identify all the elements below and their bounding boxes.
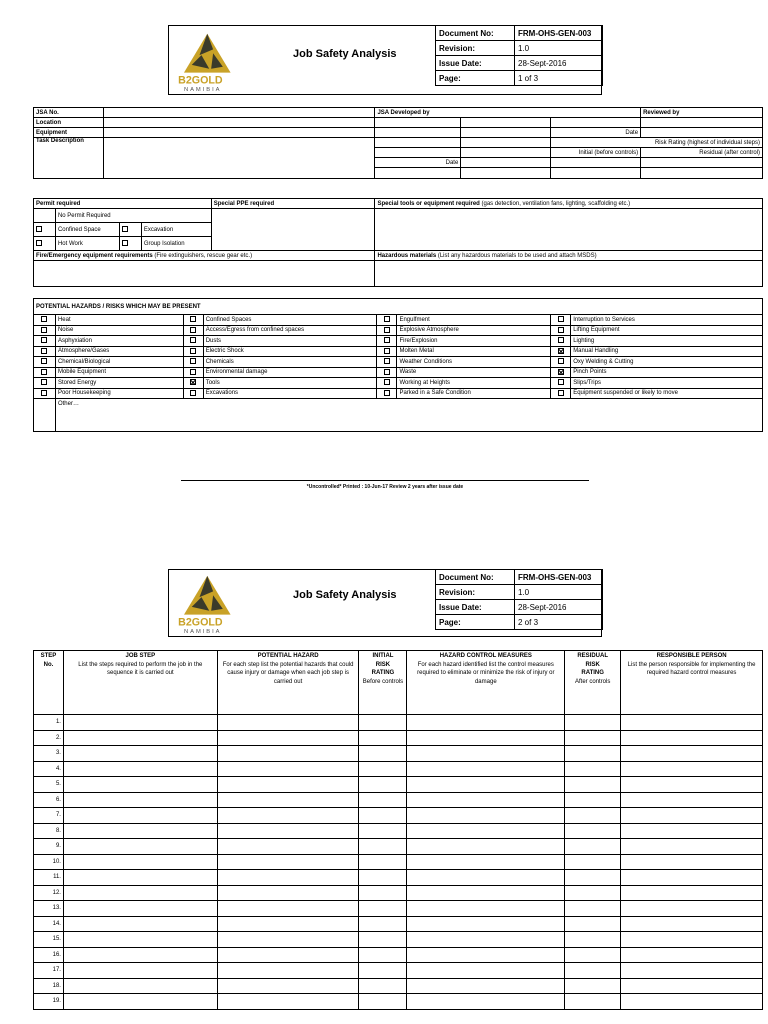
step-cell[interactable] xyxy=(63,777,217,793)
hazard-label: Asphyxiation xyxy=(55,336,183,347)
step-row xyxy=(34,730,763,746)
step-cell[interactable] xyxy=(407,761,565,777)
step-number: 2. xyxy=(34,730,64,746)
step-cell[interactable] xyxy=(217,994,359,1010)
step-cell[interactable] xyxy=(565,947,621,963)
step-cell[interactable] xyxy=(565,994,621,1010)
step-cell[interactable] xyxy=(359,870,407,886)
step-cell[interactable] xyxy=(565,978,621,994)
hazard-checkbox[interactable] xyxy=(384,348,390,354)
hazard-checkbox[interactable] xyxy=(384,316,390,322)
step-cell[interactable] xyxy=(63,839,217,855)
hazard-checkbox[interactable] xyxy=(41,358,47,364)
step-row xyxy=(34,885,763,901)
svg-text:B2GOLD: B2GOLD xyxy=(178,616,223,629)
hazard-label: Access/Egress from confined spaces xyxy=(203,325,377,336)
step-row xyxy=(34,994,763,1010)
hazard-checkbox[interactable] xyxy=(558,316,564,322)
step-row xyxy=(34,823,763,839)
step-cell[interactable] xyxy=(359,963,407,979)
step-cell[interactable] xyxy=(217,823,359,839)
step-cell[interactable] xyxy=(63,808,217,824)
step-cell[interactable] xyxy=(217,870,359,886)
step-cell[interactable] xyxy=(565,963,621,979)
step-row xyxy=(34,932,763,948)
hazard-label: Lighting xyxy=(571,336,763,347)
step-cell[interactable] xyxy=(621,839,763,855)
step-cell[interactable] xyxy=(359,777,407,793)
hazard-row xyxy=(34,325,763,336)
hazard-row xyxy=(34,388,763,399)
step-cell[interactable] xyxy=(565,746,621,762)
step-number: 12. xyxy=(34,885,64,901)
step-row xyxy=(34,761,763,777)
step-number: 16. xyxy=(34,947,64,963)
step-number: 9. xyxy=(34,839,64,855)
step-row xyxy=(34,792,763,808)
step-row xyxy=(34,978,763,994)
hazard-row xyxy=(34,367,763,378)
step-cell[interactable] xyxy=(63,761,217,777)
hazard-label: Poor Housekeeping xyxy=(55,388,183,399)
jsa-no-field[interactable] xyxy=(103,108,374,118)
page2-header xyxy=(168,569,602,637)
svg-text:NAMIBIA: NAMIBIA xyxy=(184,629,222,636)
step-cell[interactable] xyxy=(565,823,621,839)
step-cell[interactable] xyxy=(565,777,621,793)
step-cell[interactable] xyxy=(565,730,621,746)
hazard-checkbox[interactable] xyxy=(41,337,47,343)
step-cell[interactable] xyxy=(565,901,621,917)
hazard-checkbox[interactable] xyxy=(384,369,390,375)
hazard-checkbox[interactable] xyxy=(190,379,196,385)
step-cell[interactable] xyxy=(621,870,763,886)
page1-header xyxy=(168,25,602,95)
step-cell[interactable] xyxy=(217,916,359,932)
hazard-checkbox[interactable] xyxy=(190,369,196,375)
step-cell[interactable] xyxy=(63,730,217,746)
step-number: 1. xyxy=(34,715,64,731)
step-cell[interactable] xyxy=(621,916,763,932)
step-cell[interactable] xyxy=(621,808,763,824)
step-cell[interactable] xyxy=(217,947,359,963)
step-cell[interactable] xyxy=(565,715,621,731)
hazard-label: Explosive Atmosphere xyxy=(397,325,551,336)
hazard-label: Chemicals xyxy=(203,357,377,368)
step-cell[interactable] xyxy=(63,715,217,731)
footer-rule xyxy=(181,480,589,481)
step-cell[interactable] xyxy=(621,978,763,994)
step-cell[interactable] xyxy=(407,746,565,762)
step-number: 8. xyxy=(34,823,64,839)
hazard-label: Manual Handling xyxy=(571,346,763,357)
hazard-label: Waste xyxy=(397,367,551,378)
confined-space-checkbox[interactable] xyxy=(36,226,42,232)
hazard-checkbox[interactable] xyxy=(41,390,47,396)
step-cell[interactable] xyxy=(63,885,217,901)
page-title: Job Safety Analysis xyxy=(293,589,397,601)
group-isolation-checkbox[interactable] xyxy=(122,240,128,246)
hazard-row xyxy=(34,315,763,326)
step-cell[interactable] xyxy=(407,839,565,855)
step-cell[interactable] xyxy=(565,885,621,901)
page-title: Job Safety Analysis xyxy=(293,48,397,60)
step-cell[interactable] xyxy=(621,963,763,979)
hazard-label: Stored Energy xyxy=(55,378,183,389)
step-row xyxy=(34,746,763,762)
step-cell[interactable] xyxy=(407,777,565,793)
step-cell[interactable] xyxy=(621,901,763,917)
step-cell[interactable] xyxy=(565,839,621,855)
step-cell[interactable] xyxy=(217,730,359,746)
step-cell[interactable] xyxy=(565,792,621,808)
hazard-row xyxy=(34,378,763,389)
hazard-label: Lifting Equipment xyxy=(571,325,763,336)
step-row xyxy=(34,916,763,932)
jsa-info-table: JSA No. JSA Developed by Reviewed by Location Equipment Date Task Description Risk Rating (highest of individual steps) Initial (before controls) Residual (after control) Date xyxy=(33,107,763,179)
hazard-checkbox[interactable] xyxy=(41,369,47,375)
step-cell[interactable] xyxy=(407,963,565,979)
step-row xyxy=(34,715,763,731)
step-number: 14. xyxy=(34,916,64,932)
step-cell[interactable] xyxy=(621,792,763,808)
hazard-checkbox[interactable] xyxy=(558,337,564,343)
step-number: 19. xyxy=(34,994,64,1010)
step-cell[interactable] xyxy=(217,854,359,870)
step-row xyxy=(34,901,763,917)
hazard-checkbox[interactable] xyxy=(558,369,564,375)
hazard-label: Engulfment xyxy=(397,315,551,326)
step-number: 17. xyxy=(34,963,64,979)
step-cell[interactable] xyxy=(565,916,621,932)
step-cell[interactable] xyxy=(621,932,763,948)
hazard-checkbox[interactable] xyxy=(190,316,196,322)
hazard-label: Oxy Welding & Cutting xyxy=(571,357,763,368)
step-cell[interactable] xyxy=(407,823,565,839)
hazard-label: Molten Metal xyxy=(397,346,551,357)
hazard-label: Heat xyxy=(55,315,183,326)
step-number: 7. xyxy=(34,808,64,824)
step-cell[interactable] xyxy=(217,715,359,731)
hazard-checkbox[interactable] xyxy=(41,379,47,385)
step-cell[interactable] xyxy=(359,746,407,762)
hazard-checkbox[interactable] xyxy=(558,379,564,385)
step-cell[interactable] xyxy=(63,947,217,963)
step-cell[interactable] xyxy=(217,978,359,994)
hazard-checkbox[interactable] xyxy=(558,348,564,354)
step-row xyxy=(34,947,763,963)
step-cell[interactable] xyxy=(565,870,621,886)
step-number: 13. xyxy=(34,901,64,917)
step-cell[interactable] xyxy=(217,808,359,824)
fire-equipment-field[interactable] xyxy=(34,261,375,287)
hazard-checkbox[interactable] xyxy=(190,327,196,333)
ppe-field[interactable] xyxy=(211,209,375,251)
b2gold-logo xyxy=(169,26,265,94)
step-row xyxy=(34,808,763,824)
step-cell[interactable] xyxy=(217,746,359,762)
hazard-checkbox[interactable] xyxy=(384,358,390,364)
step-cell[interactable] xyxy=(359,947,407,963)
hazard-checkbox[interactable] xyxy=(190,348,196,354)
hazard-checkbox[interactable] xyxy=(558,390,564,396)
special-tools-field[interactable] xyxy=(375,209,763,251)
step-row xyxy=(34,839,763,855)
permit-table: Permit required Special PPE required Special tools or equipment required (gas detection, ventilation fans, lighting, scaffolding etc.) No Permit Required Confined Space Excavation Hot Work Group Isolation Fire/Emergency equipment requirements (Fire extinguishers, rescue gear etc.) Hazardous materials (List any hazardous materials to be used and attach MSDS) xyxy=(33,198,763,287)
step-cell[interactable] xyxy=(217,792,359,808)
hazard-label: Environmental damage xyxy=(203,367,377,378)
hazard-label: Slips/Trips xyxy=(571,378,763,389)
hazard-checkbox[interactable] xyxy=(190,390,196,396)
hazard-label: Confined Spaces xyxy=(203,315,377,326)
step-cell[interactable] xyxy=(63,746,217,762)
step-cell[interactable] xyxy=(407,730,565,746)
hazard-label: Parked in a Safe Condition xyxy=(397,388,551,399)
step-cell[interactable] xyxy=(359,885,407,901)
step-cell[interactable] xyxy=(359,901,407,917)
step-cell[interactable] xyxy=(217,777,359,793)
step-cell[interactable] xyxy=(63,870,217,886)
hot-work-checkbox[interactable] xyxy=(36,240,42,246)
step-cell[interactable] xyxy=(407,932,565,948)
hazard-checkbox[interactable] xyxy=(190,358,196,364)
step-number: 6. xyxy=(34,792,64,808)
step-cell[interactable] xyxy=(359,854,407,870)
hazard-label: Weather Conditions xyxy=(397,357,551,368)
step-number: 18. xyxy=(34,978,64,994)
hazard-checkbox[interactable] xyxy=(558,327,564,333)
step-cell[interactable] xyxy=(565,854,621,870)
hazard-checkbox[interactable] xyxy=(384,379,390,385)
step-cell[interactable] xyxy=(621,715,763,731)
step-cell[interactable] xyxy=(407,792,565,808)
location-field[interactable] xyxy=(103,118,374,128)
step-cell[interactable] xyxy=(565,808,621,824)
step-number: 5. xyxy=(34,777,64,793)
task-description-field[interactable] xyxy=(103,138,374,179)
step-cell[interactable] xyxy=(63,916,217,932)
hazard-checkbox[interactable] xyxy=(558,358,564,364)
hazard-label: Tools xyxy=(203,378,377,389)
step-cell[interactable] xyxy=(621,885,763,901)
hazard-label: Excavations xyxy=(203,388,377,399)
hazard-row xyxy=(34,336,763,347)
step-cell[interactable] xyxy=(407,978,565,994)
step-cell[interactable] xyxy=(63,978,217,994)
hazard-label: Working at Heights xyxy=(397,378,551,389)
step-cell[interactable] xyxy=(217,761,359,777)
hazard-checkbox[interactable] xyxy=(41,316,47,322)
hazard-checkbox[interactable] xyxy=(384,327,390,333)
hazard-label: Dusts xyxy=(203,336,377,347)
step-cell[interactable] xyxy=(407,947,565,963)
step-cell[interactable] xyxy=(621,746,763,762)
step-cell[interactable] xyxy=(217,963,359,979)
step-cell[interactable] xyxy=(359,978,407,994)
step-cell[interactable] xyxy=(407,916,565,932)
job-steps-table: STEP No. JOB STEP List the steps required to perform the job in the sequence it is carried out POTENTIAL HAZARD For each step list the potential hazards that could cause injury or damage when each job step is carried out INITIAL RISK RATING Before controls HAZARD CONTROL MEASURES For each hazard identified list the control measures required to eliminate or minimize the risk of injury or damage RESIDUAL RISK RATING After controls RESPONSIBLE PERSON List the person responsible for implementing the required hazard control measures 1. 2. 3. 4. 5. 6. 7. 8. 9. 10. 11. 12. 13. 14. 15. 16. 17. 18. 19. xyxy=(33,650,763,1010)
svg-text:NAMIBIA: NAMIBIA xyxy=(183,87,222,94)
step-cell[interactable] xyxy=(359,730,407,746)
step-cell[interactable] xyxy=(621,994,763,1010)
step-cell[interactable] xyxy=(359,792,407,808)
step-cell[interactable] xyxy=(407,715,565,731)
step-cell[interactable] xyxy=(63,994,217,1010)
hazard-checkbox[interactable] xyxy=(384,337,390,343)
step-cell[interactable] xyxy=(565,932,621,948)
hazard-label: Interruption to Services xyxy=(571,315,763,326)
step-row xyxy=(34,870,763,886)
step-cell[interactable] xyxy=(359,808,407,824)
footer-text: *Uncontrolled* Printed : 10-Jun-17 Review 2 years after issue date xyxy=(306,484,464,490)
step-cell[interactable] xyxy=(565,761,621,777)
step-cell[interactable] xyxy=(359,994,407,1010)
doc-meta-table: Document No: FRM-OHS-GEN-003 Revision: 1.0 Issue Date: 28-Sept-2016 Page: 2 of 3 xyxy=(435,569,603,630)
hazard-label: Electric Shock xyxy=(203,346,377,357)
hazard-label: Chemical/Biological xyxy=(55,357,183,368)
hazardous-materials-field[interactable] xyxy=(375,261,763,287)
step-cell[interactable] xyxy=(407,854,565,870)
step-cell[interactable] xyxy=(63,932,217,948)
step-cell[interactable] xyxy=(407,870,565,886)
step-cell[interactable] xyxy=(621,730,763,746)
step-number: 4. xyxy=(34,761,64,777)
hazard-checkbox[interactable] xyxy=(190,337,196,343)
step-row xyxy=(34,854,763,870)
step-cell[interactable] xyxy=(217,839,359,855)
step-cell[interactable] xyxy=(407,885,565,901)
step-cell[interactable] xyxy=(217,932,359,948)
step-cell[interactable] xyxy=(359,823,407,839)
step-cell[interactable] xyxy=(63,823,217,839)
step-cell[interactable] xyxy=(621,761,763,777)
hazard-label: Mobile Equipment xyxy=(55,367,183,378)
step-cell[interactable] xyxy=(359,839,407,855)
hazard-row xyxy=(34,357,763,368)
step-cell[interactable] xyxy=(63,963,217,979)
step-cell[interactable] xyxy=(621,947,763,963)
step-cell[interactable] xyxy=(407,808,565,824)
step-cell[interactable] xyxy=(359,932,407,948)
hazard-row xyxy=(34,346,763,357)
excavation-checkbox[interactable] xyxy=(122,226,128,232)
step-cell[interactable] xyxy=(407,994,565,1010)
hazard-checkbox[interactable] xyxy=(384,390,390,396)
hazard-checkbox[interactable] xyxy=(41,348,47,354)
step-number: 10. xyxy=(34,854,64,870)
other-hazards-field[interactable]: Other… xyxy=(55,399,762,432)
step-cell[interactable] xyxy=(407,901,565,917)
hazard-label: Fire/Explosion xyxy=(397,336,551,347)
step-cell[interactable] xyxy=(621,823,763,839)
doc-meta-table: Document No: FRM-OHS-GEN-003 Revision: 1.0 Issue Date: 28-Sept-2016 Page: 1 of 3 xyxy=(435,25,603,86)
step-cell[interactable] xyxy=(621,854,763,870)
step-cell[interactable] xyxy=(359,761,407,777)
step-cell[interactable] xyxy=(63,901,217,917)
step-cell[interactable] xyxy=(63,792,217,808)
step-cell[interactable] xyxy=(359,715,407,731)
step-row xyxy=(34,963,763,979)
hazard-label: Pinch Points xyxy=(571,367,763,378)
hazard-label: Equipment suspended or likely to move xyxy=(571,388,763,399)
step-cell[interactable] xyxy=(217,885,359,901)
step-cell[interactable] xyxy=(63,854,217,870)
step-cell[interactable] xyxy=(621,777,763,793)
step-number: 3. xyxy=(34,746,64,762)
step-row xyxy=(34,777,763,793)
hazards-table: POTENTIAL HAZARDS / RISKS WHICH MAY BE PRESENT Heat Confined Spaces Engulfment Interruption to Services Noise Access/Egress from confined spaces Explosive Atmosphere Lifting Equipment Asphyxiation Dusts Fire/Explosion Lighting Atmosphere/Gases Electric Shock Molten Metal Manual Handling Chemical/Biological Chemicals Weather Conditions Oxy Welding & Cutting Mobile Equipment Environmental damage Waste Pinch Points Stored Energy Tools Working at Heights Slips/Trips Poor Housekeeping Excavations Parked in a Safe Condition Equipment suspended or likely to move Other… xyxy=(33,298,763,432)
step-cell[interactable] xyxy=(359,916,407,932)
step-number: 11. xyxy=(34,870,64,886)
hazard-checkbox[interactable] xyxy=(41,327,47,333)
step-cell[interactable] xyxy=(217,901,359,917)
b2gold-logo xyxy=(169,570,265,636)
hazard-label: Atmosphere/Gases xyxy=(55,346,183,357)
equipment-field[interactable] xyxy=(103,128,374,138)
hazard-label: Noise xyxy=(55,325,183,336)
svg-text:B2GOLD: B2GOLD xyxy=(178,74,223,87)
step-number: 15. xyxy=(34,932,64,948)
